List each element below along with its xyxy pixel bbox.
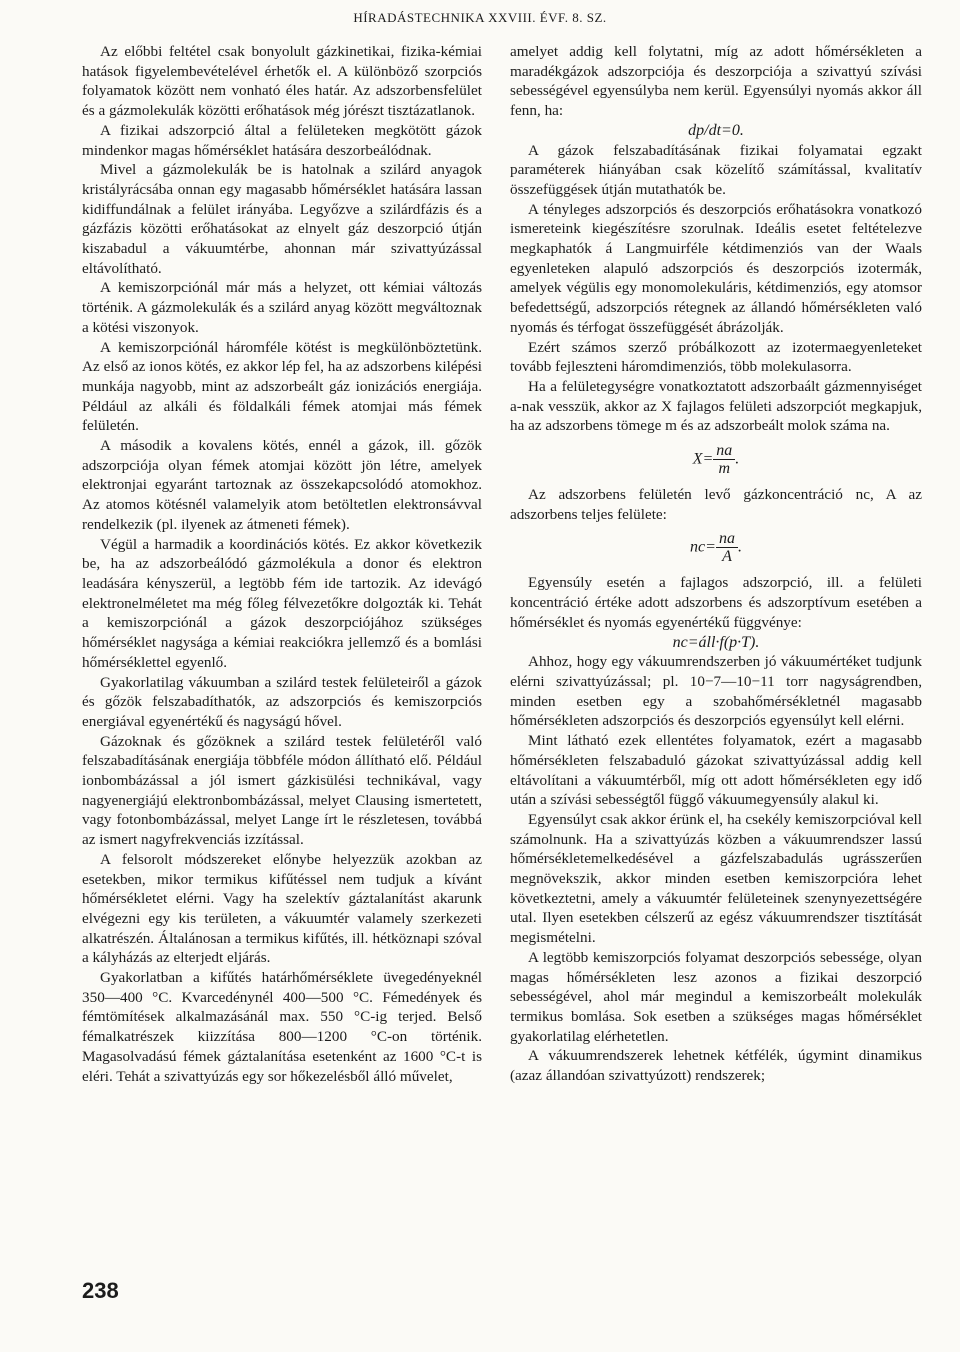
- paragraph: A felsorolt módszereket előnybe helyezzük azokban az esetekben, mikor termikus kifűtéssel nem tudjuk a kívánt hőmérsékletet elérni. Vagy ha szelektív gáztalanítást akarunk elvégezni egy kis területen, a vákuumtér valamely szerkezeti alkatrészén. Általánosan a termikus kifűtés, ill. hétköznapi szóval a kályházás az elterjedt eljárás.: [82, 850, 482, 967]
- equation-function: nc=áll·f(p·T).: [672, 633, 760, 651]
- paragraph: A vákuumrendszerek lehetnek kétfélék, úgymint dinamikus (azaz állandóan szivattyúzott) rendszerek;: [510, 1047, 922, 1085]
- paragraph: A kemiszorpciónál háromféle kötést is megkülönböztetünk. Az első az ionos kötés, ez akkor lép fel, ha az adszorbens kilépési munkája nagyobb, mint az adszorbeált gáz ionizációs energiája. Például az alkáli és földalkáli fémek atomjai más fémek felületén.: [82, 338, 482, 435]
- paragraph: Gyakorlatban a kifűtés határhőmérséklete üvegedényeknél 350—400 °C. Kvarcedénynél 400—500 °C. Fémedények és fémtömítések alkalmazásánál max. 550 °C-ig terjed. Belső fémalkatrészek kiizzítása 800—1200 °C-on történik. Magasolvadású fémek gáztalanítása esetenként az 1600 °C-t is eléri. Tehát a szivattyúzás egy sor hőkezelésből álló művelet,: [82, 969, 482, 1085]
- paragraph: Végül a harmadik a koordinációs kötés. Ez akkor következik be, ha az adszorbeálódó gázmolékula a donor és elektron leadására kényszerül, a legtöbb fém ide tartozik. Az idevágó elektronelméletet ma még főleg félvezetőkre dolgozták ki. Tehát a kemiszorpciónál a gázok deszorpciójához szükséges hőmérséklet nagysága a kémiai reakciókra jellemző és a bomlási hőmérséklettel egyenlő.: [82, 535, 482, 671]
- paragraph: Mint látható ezek ellentétes folyamatok, ezért a magasabb hőmérsékleten felszabaduló gázokat szivattyúzással addig kell eltávolítani a vákuumtérből, míg ott adott hőmérsékleten egy idő után a szívási sebességtől függő vákuumegyensúly alakul ki.: [510, 732, 922, 809]
- running-header: HÍRADÁSTECHNIKA XXVIII. ÉVF. 8. SZ.: [353, 10, 607, 25]
- paragraph: A tényleges adszorpciós és deszorpciós erőhatásokra vonatkozó ismereteink kiegészítésre szorulnak. Ideális esetet feltételezve megkaphatók á Langmuirféle kétdimenziós van der Waals egyenleteken alapuló adszorpciós és deszorpciós izotermák, amelyek végülis egy monomolekuláris, kétdimenziós, egy atomsor befedettségű, adszorpciós rétegnek az állandó hőmérsékleten való nyomás és térfogat összefüggését ábrázolják.: [510, 200, 922, 336]
- paragraph: Ha a felületegységre vonatkoztatott adszorbaált gázmennyiséget a-nak vesszük, akkor az X fajlagos felületi adszorpciót megkapjuk, ha az adszorbens tömege m és az adszorbeált molok száma na.: [510, 377, 922, 435]
- page-number: 238: [82, 1278, 119, 1303]
- paragraph: A második a kovalens kötés, ennél a gázok, ill. gőzök adszorpciója olyan fémek atomjai között jön létre, amelyek elektronjai egyaránt tartoznak az összekapcsolódó atomokhoz. Az atomos kötésnél valamelyik atom betöltetlen elektronsávval rendelkezik (pl. ilyenek az átmeneti fémek).: [82, 437, 482, 533]
- paragraph: Gyakorlatilag vákuumban a szilárd testek felületeiről a gázok és gőzök felszabadíthatók, az adszorpciós és kemiszorpciós energiával egyenértékű és nagyságú hővel.: [82, 673, 482, 730]
- fraction: [716, 530, 738, 565]
- equation-end: .: [737, 539, 742, 557]
- equation-equilibrium: dp/dt=0.: [688, 121, 744, 139]
- equation-lhs: nc=: [690, 539, 716, 557]
- paragraph: Ezért számos szerző próbálkozott az izotermaegyenleteket tovább fejleszteni háromdimenziós, több molekulasorra.: [510, 338, 922, 376]
- paragraph: Gázoknak és gőzöknek a szilárd testek felületéről való felszabadításának energiája többféle módon állítható elő. Például ionbombázással a jól ismert gázkisülési technikával, vagy nagyenergiájú elektronbombázással, melyet Clausing ismertetett, vagy fotonbombázással, melyet Lange írt le részletesen, továbbá az ismert nagyfrekvenciás izzítással.: [82, 732, 482, 849]
- equation-surface-concentration: [510, 530, 922, 565]
- fraction: [713, 442, 735, 477]
- paragraph: amelyet addig kell folytatni, míg az adott hőmérsékleten a maradékgázok adszorpciója és deszorpciója a szivattyú szívási sebességével egyensúlyba nem kerül. Egyensúlyi nyomás akkor áll fenn, ha:: [510, 43, 922, 120]
- paragraph: Mivel a gázmolekulák be is hatolnak a szilárd anyagok kristályrácsába onnan egy magasabb hőmérséklet hatására lassan kidiffundálnak a felület irányába. Legyőzve a szilárdfázis és a gázfázis közötti erőhatásokat az elnyelt gáz deszorpció útján kiszabadul a vákuumtérbe, ahonnan már szivattyúzással eltávolítható.: [82, 161, 482, 277]
- fraction-numerator: na: [716, 530, 738, 548]
- paragraph: Ahhoz, hogy egy vákuumrendszerben jó vákuumértéket tudjunk elérni szivattyúzással; pl. 10−7—10−11 torr nagyságrendben, minden esetben egy a szobahőmérsékletnél magasabb hőmérsékleten adszorpciós és deszorpciós egyensúlyt kell elérni.: [510, 653, 922, 730]
- right-column: [510, 42, 922, 1086]
- fraction-denominator: m: [718, 460, 731, 478]
- fraction-numerator: na: [713, 442, 735, 460]
- paragraph: A gázok felszabadításának fizikai folyamatai egzakt paraméterek hiányában csak közelítő számítással, kvalitatív összefüggések útján mutathatók be.: [510, 141, 922, 198]
- paragraph: Egyensúly esetén a fajlagos adszorpció, ill. a felületi koncentráció értéke adott adszorbens és adszorptívum esetében a hőmérséklet és nyomás egyenértékű függvénye:: [510, 574, 922, 631]
- equation-end: .: [735, 450, 740, 468]
- equation-lhs: X=: [692, 450, 714, 468]
- paragraph: A kemiszorpciónál már más a helyzet, ott kémiai változás történik. A gázmolekulák és a szilárd anyag között megváltoznak a kötési viszonyok.: [82, 279, 482, 336]
- paragraph: Egyensúlyt csak akkor érünk el, ha csekély kemiszorpcióval kell számolnunk. Ha a szivattyúzás közben a vákuumrendszer lassú hőmérsékletemelkedésével a gázfelszabadulás ugrásszerűen megnövekszik, akkor minden esetben kemiszorpcióra lehet következtetni, amely a vákuumtér felületeinek szenynyezettségére utal. Ilyen esetekben célszerű az egész vákuumrendszer tisztítását megismételni.: [510, 810, 922, 947]
- left-column: [82, 42, 482, 1086]
- equation-specific-adsorption: [510, 442, 922, 477]
- paragraph: A fizikai adszorpció által a felületeken megkötött gázok mindenkor magas hőmérséklet hatására deszorbeálódnak.: [82, 121, 482, 159]
- paragraph: A legtöbb kemiszorpciós folyamat deszorpciós sebessége, olyan magas hőmérsékleten lesz azonos a fizikai deszorpció sebességével, ahol már megindul a kemiszorbeált molekulák termikus bomlása. Sok esetben a szükséges magas hőmérséklet gyakorlatilag elérhetetlen.: [510, 948, 922, 1045]
- paragraph: Az adszorbens felületén levő gázkoncentráció nc, A az adszorbens teljes felülete:: [510, 486, 922, 523]
- paragraph: Az előbbi feltétel csak bonyolult gázkinetikai, fizika-kémiai hatások figyelembevételével érhetők el. A különböző szorpciós folyamatok között nem vonható éles határ. Az adszorbensfelület és a gázmolekulák közötti erőhatások még jórészt tisztázatlanok.: [82, 43, 482, 120]
- fraction-denominator: A: [722, 548, 732, 566]
